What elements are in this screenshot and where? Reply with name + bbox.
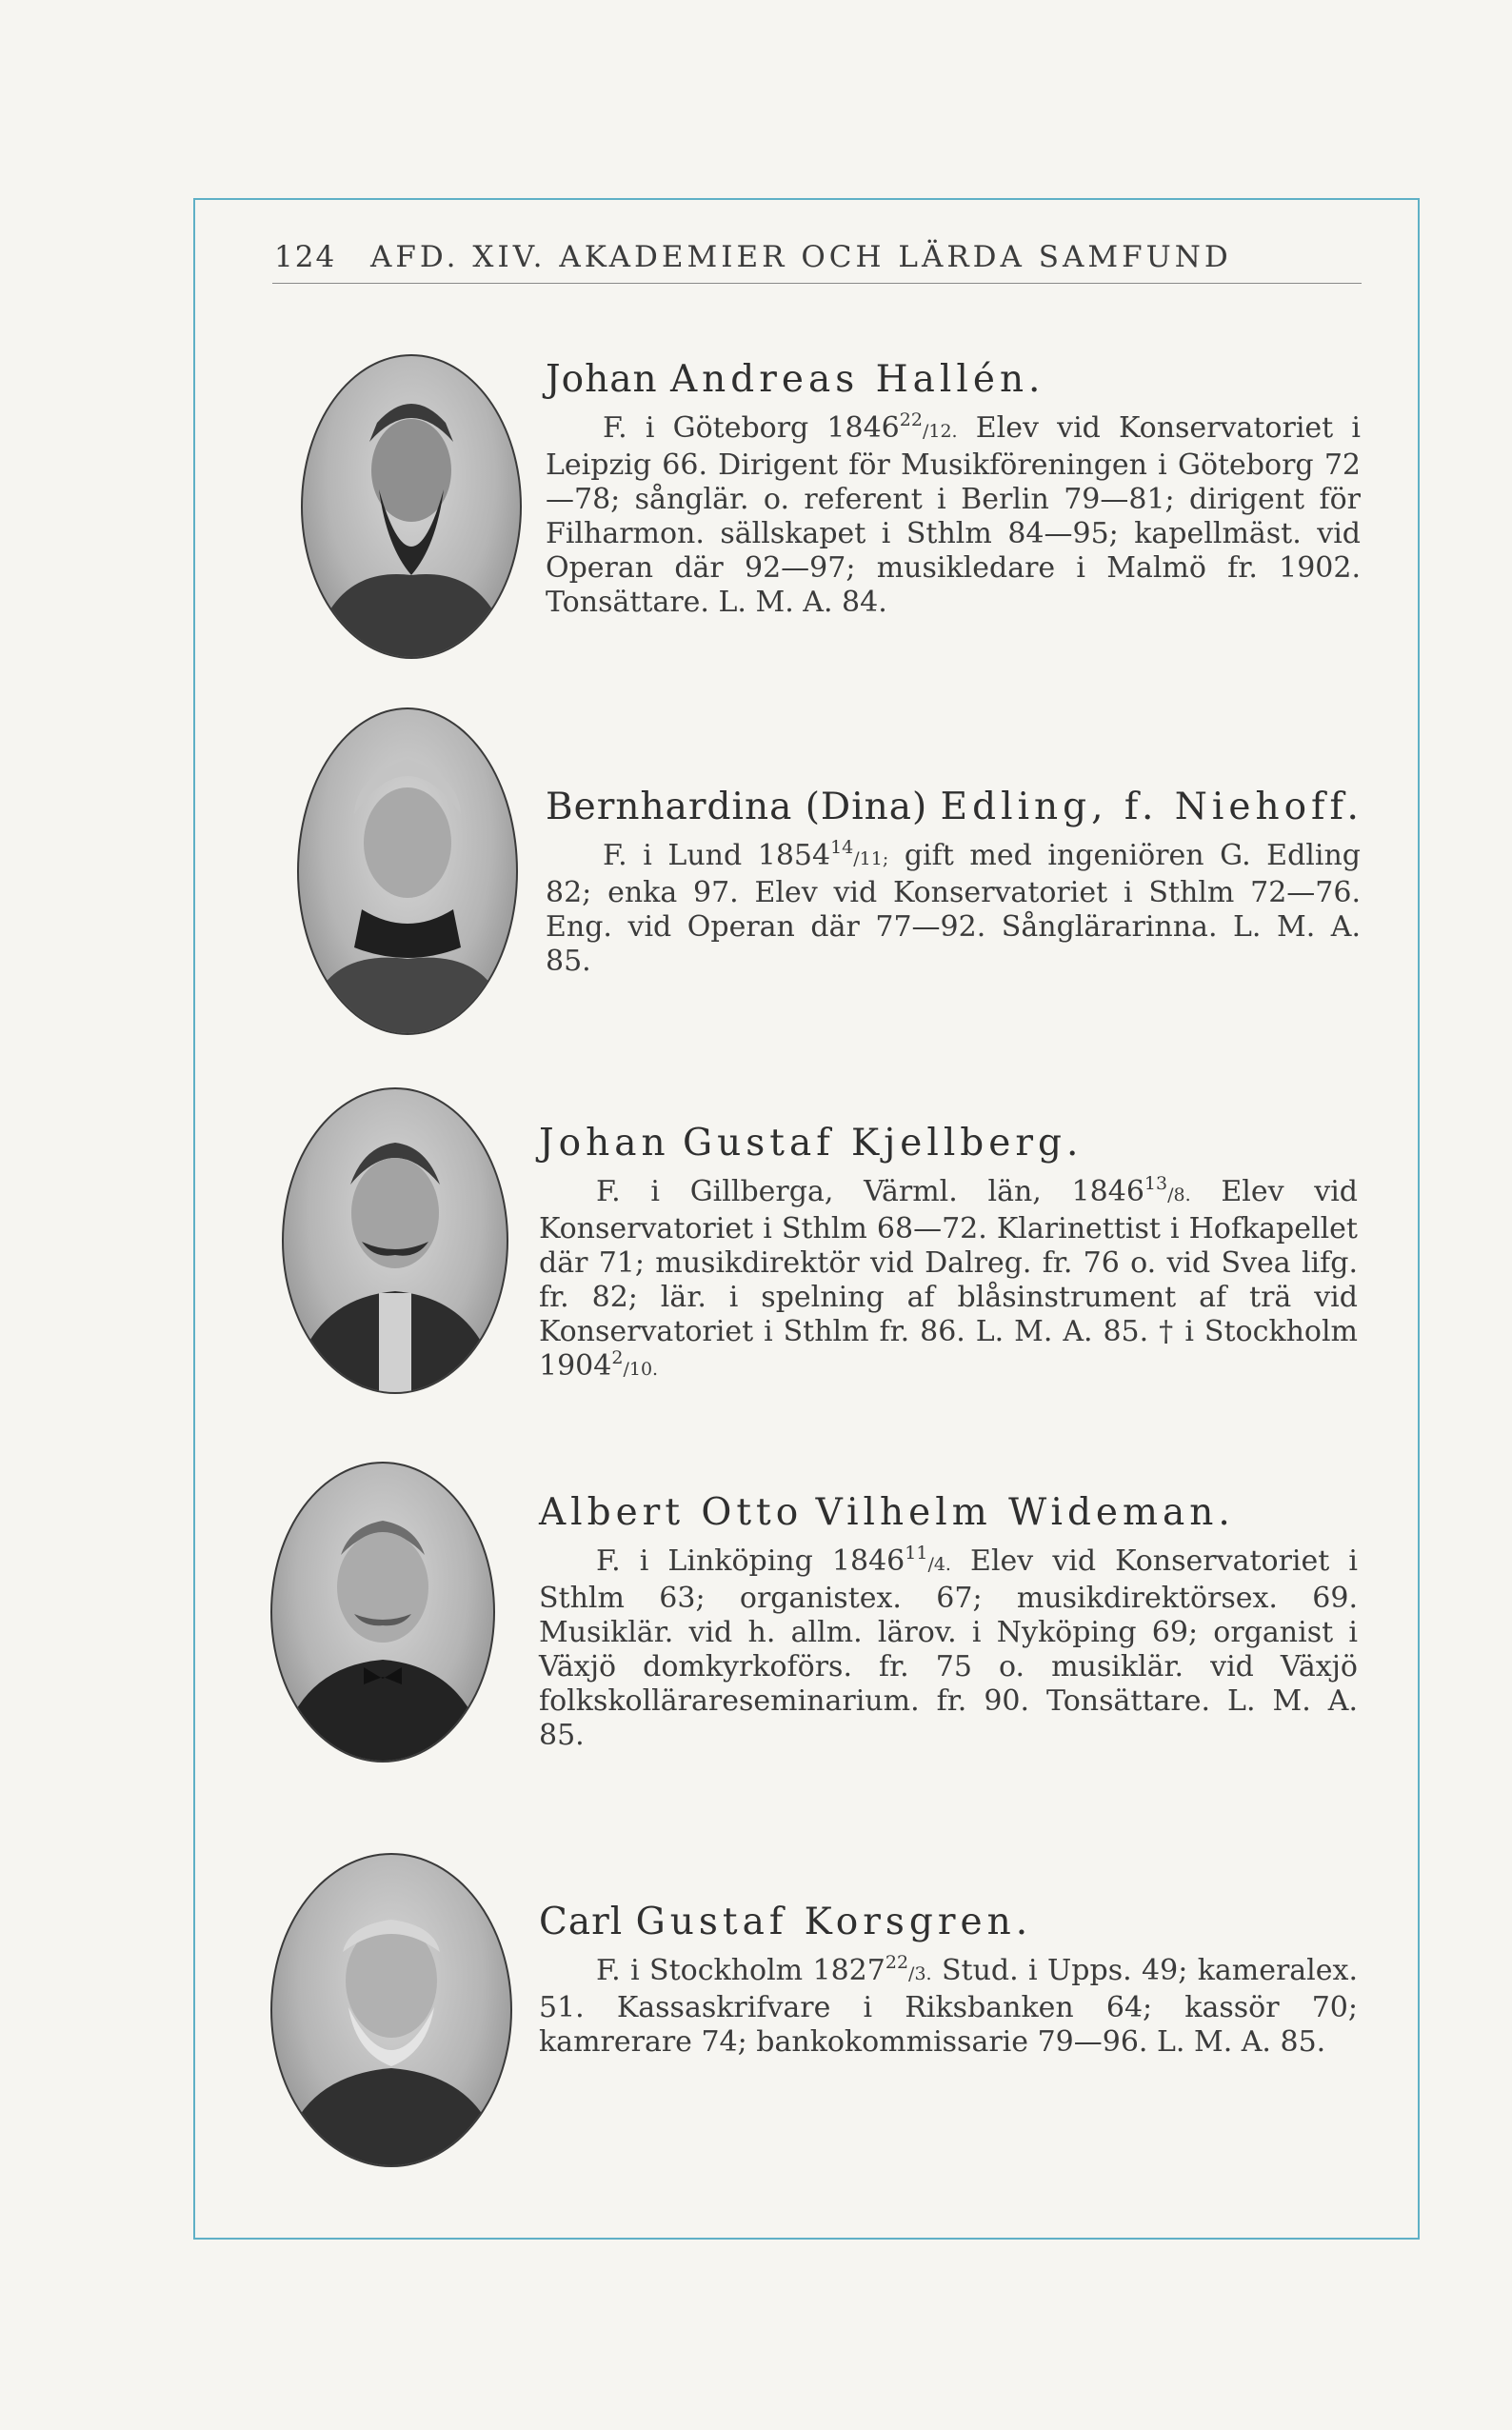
birth-text: F. i Stockholm 1827 [596,1954,885,1987]
name-rest: Gustaf Kjellberg. [683,1122,1084,1165]
birth-day: 11 [905,1543,928,1564]
death-day: 2 [611,1347,624,1368]
person-name [546,786,1363,828]
portrait-illustration [284,1089,507,1392]
bio-body: Stud. i Upps. 49; kameralex. 51. Kassaskrifvare i Riksbanken 64; kassör 70; kamrerare 74; bankokommissarie 79—96. L. M. A. 85. [539,1954,1358,2059]
birth-month: /12. [922,421,958,442]
portrait-photo [301,354,522,659]
name-rest: Vilhelm Wideman. [815,1491,1235,1534]
name-first: Bernhardina (Dina) [546,786,928,828]
name-first: Albert Otto [539,1491,804,1534]
biography-text [539,1954,1358,2060]
birth-month: /11; [853,848,889,869]
portrait-photo [270,1853,512,2167]
person-name [539,1491,1235,1534]
birth-day: 22 [885,1952,909,1973]
name-first: Johan [539,1122,670,1165]
portrait-photo [282,1087,508,1394]
bio-body: Elev vid Konservatoriet i Leipzig 66. Dirigent för Musikföreningen i Göteborg 72—78; sånglär. o. referent i Berlin 79—81; dirigent för Filharmon. sällskapet i Sthlm 84—95; kapellmäst. vid Operan där 92—97; musikledare i Malmö fr. 1902. Tonsättare. L. M. A. 84. [546,411,1361,619]
section-title: AFD. XIV. AKADEMIER OCH LÄRDA SAMFUND [370,240,1232,274]
birth-day: 22 [899,409,923,430]
bio-body: gift med ingeniören G. Edling 82; enka 97. Elev vid Konservatoriet i Sthlm 72—76. Eng. vid Operan där 77—92. Sånglärarinna. L. M. A. 85. [546,839,1361,978]
portrait-illustration [272,1464,493,1761]
name-first: Carl [539,1901,624,1943]
birth-text: F. i Linköping 1846 [596,1544,905,1578]
person-name [546,358,1044,401]
name-rest: Edling, f. Niehoff. [940,786,1363,828]
page-number: 124 [274,240,337,274]
portrait-photo [270,1462,495,1763]
name-first: Johan [546,358,658,401]
birth-text: F. i Göteborg 1846 [603,411,900,445]
header-rule [272,283,1362,284]
birth-month: /3. [908,1963,932,1984]
birth-day: 13 [1144,1173,1168,1194]
portrait-photo [297,707,518,1035]
biography-text [546,411,1361,620]
birth-day: 14 [830,837,854,858]
biography-text [546,839,1361,979]
page-header [274,240,1360,282]
name-rest: Andreas Hallén. [670,358,1045,401]
bio-body: Elev vid Konservatoriet i Sthlm 68—72. Klarinettist i Hofkapellet där 71; musikdirektör vid Dalreg. fr. 76 o. vid Svea lifg. fr. 82; lär. i spelning af blåsinstrument af trä vid Konservatoriet i Sthlm fr. 86. L. M. A. 85. † i Stockholm 1904 [539,1175,1358,1383]
person-name [539,1901,1032,1943]
person-name [539,1122,1083,1165]
portrait-illustration [272,1855,510,2165]
portrait-illustration [303,356,520,657]
biography-text [539,1544,1358,1753]
biography-text [539,1175,1358,1386]
birth-text: F. i Lund 1854 [603,839,831,872]
bio-body: Elev vid Konservatoriet i Sthlm 63; organistex. 67; musikdirektörsex. 69. Musiklär. vid h. allm. lärov. i Nyköping 69; organist i Växjö domkyrkoförs. fr. 75 o. musiklär. vid Växjö folkskollärareseminarium. fr. 90. Tonsättare. L. M. A. 85. [539,1544,1358,1752]
death-month: /10. [623,1359,659,1380]
birth-month: /8. [1167,1185,1191,1205]
birth-month: /4. [927,1554,951,1575]
birth-text: F. i Gillberga, Värml. län, 1846 [596,1175,1144,1208]
name-rest: Gustaf Korsgren. [635,1901,1033,1943]
portrait-illustration [299,709,516,1033]
